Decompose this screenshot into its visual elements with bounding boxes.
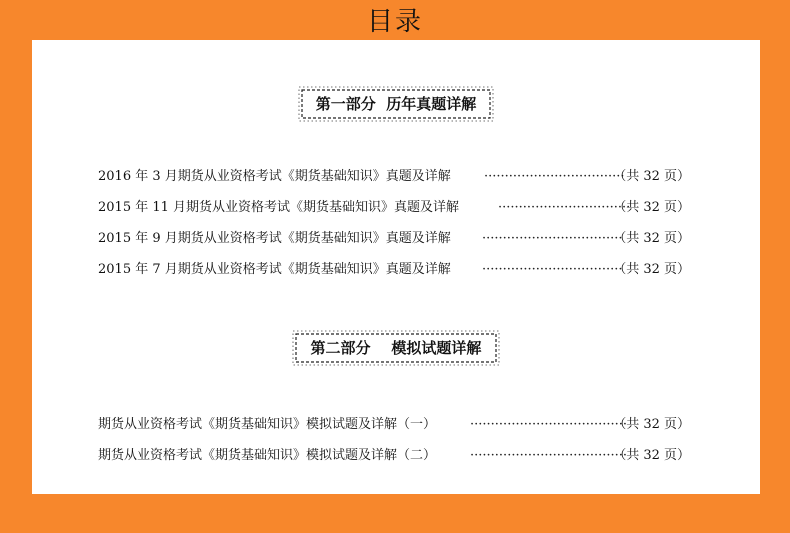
toc-entry-title: 2016 年 3 月期货从业资格考试《期货基础知识》真题及详解 (98, 169, 451, 184)
dot-leader: ································ (498, 200, 631, 215)
toc-entry[interactable] (98, 197, 690, 219)
page-title: 目录 (366, 7, 423, 37)
toc-entry-pages: （共 32 页） (613, 417, 690, 432)
dot-leader: ······································ (470, 448, 628, 463)
toc-entry-pages: （共 32 页） (613, 231, 690, 246)
section-1-frame (296, 84, 496, 124)
toc-entry-pages: （共 32 页） (613, 262, 690, 277)
toc-entry[interactable] (98, 228, 690, 250)
toc-entry[interactable] (98, 259, 690, 281)
toc-entry-pages: （共 32 页） (613, 200, 690, 215)
toc-entry-pages: （共 32 页） (613, 169, 690, 184)
toc-entry[interactable] (98, 445, 690, 467)
section-1-heading: 第一部分 历年真题详解 (315, 95, 477, 113)
toc-entry[interactable] (98, 166, 690, 188)
toc-entry[interactable] (98, 414, 690, 436)
dot-leader: ·································· (482, 262, 623, 277)
dot-leader: ·································· (484, 169, 625, 184)
toc-entry-title: 期货从业资格考试《期货基础知识》模拟试题及详解（一） (98, 417, 437, 432)
toc-entry-title: 2015 年 11 月期货从业资格考试《期货基础知识》真题及详解 (98, 200, 460, 215)
section-2-heading: 第二部分 模拟试题详解 (310, 339, 482, 357)
dot-leader: ······································ (470, 417, 628, 432)
section-2-frame (290, 328, 502, 368)
section-2-banner (32, 328, 760, 368)
toc-entry-title: 期货从业资格考试《期货基础知识》模拟试题及详解（二） (98, 448, 437, 463)
toc-entry-pages: （共 32 页） (613, 448, 690, 463)
toc-panel (32, 40, 760, 494)
dot-leader: ·································· (482, 231, 623, 246)
section-1-banner (32, 84, 760, 124)
toc-entry-title: 2015 年 9 月期货从业资格考试《期货基础知识》真题及详解 (98, 231, 451, 246)
toc-entry-title: 2015 年 7 月期货从业资格考试《期货基础知识》真题及详解 (98, 262, 451, 277)
